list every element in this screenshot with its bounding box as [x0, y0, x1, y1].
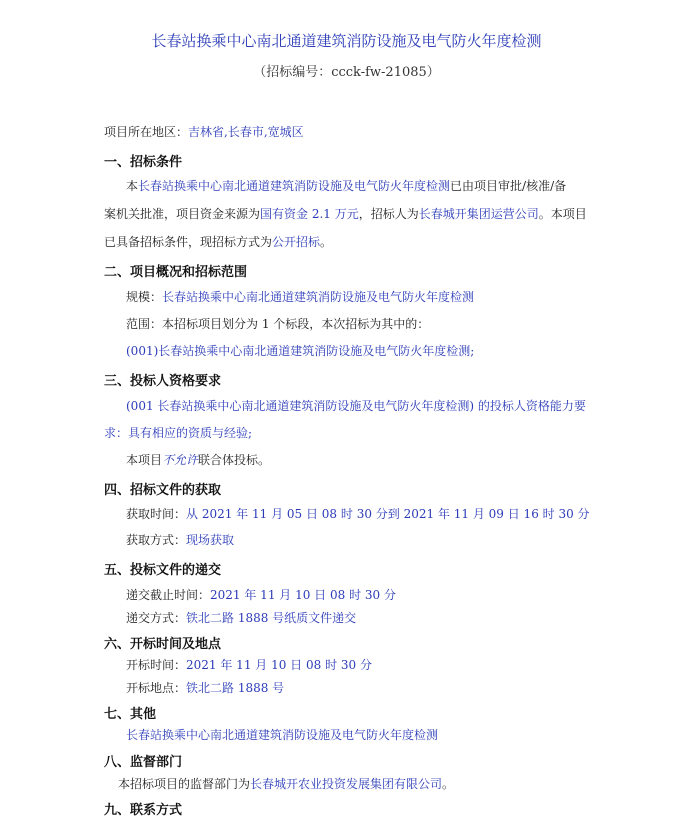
opening-time-label: 开标时间： — [126, 658, 187, 672]
region-value: 吉林省,长春市,宽城区 — [188, 125, 304, 139]
requirement-line-1: (001 长春站换乘中心南北通道建筑消防设施及电气防火年度检测) 的投标人资格能力要 — [126, 399, 586, 413]
opening-place-value: 铁北二路 1888 号 — [186, 681, 285, 695]
submission-method-label: 递交方式： — [126, 611, 187, 625]
range-line: 范围：本招标项目划分为 1 个标段，本次招标为其中的： — [126, 317, 430, 331]
conditions-line-1 — [126, 178, 566, 194]
supervision-text: 本招标项目的监督部门为 — [118, 777, 251, 791]
acquisition-time-value: 从 2021 年 11 月 05 日 08 时 30 分到 2021 年 11 月 09 日 16 时 30 分 — [186, 507, 590, 521]
requirement-line-2: 求：具有相应的资质与经验; — [104, 426, 253, 440]
other-text: 长春站换乘中心南北通道建筑消防设施及电气防火年度检测 — [126, 728, 439, 742]
heading-supervision: 八、监督部门 — [104, 755, 183, 770]
section-line: (001)长春站换乘中心南北通道建筑消防设施及电气防火年度检测; — [126, 344, 475, 358]
heading-tender-conditions: 一、招标条件 — [104, 155, 183, 170]
heading-bidder-qualification: 三、投标人资格要求 — [104, 374, 222, 389]
acquisition-method-value: 现场获取 — [186, 533, 235, 547]
deadline-label: 递交截止时间： — [126, 588, 211, 602]
conditions-text: 已由项目审批/核准/备 — [450, 179, 567, 193]
opening-time-value: 2021 年 11 月 10 日 08 时 30 分 — [186, 658, 372, 672]
conditions-text: 。 — [320, 235, 333, 249]
conditions-line-3 — [104, 234, 332, 250]
heading-contact: 九、联系方式 — [104, 803, 183, 818]
heading-document-acquisition: 四、招标文件的获取 — [104, 483, 222, 498]
submission-deadline-line — [126, 587, 396, 603]
joint-bid-line — [126, 452, 270, 468]
scale-line — [126, 289, 474, 305]
joint-text: 本项目 — [126, 453, 163, 467]
acquisition-time-label: 获取时间： — [126, 507, 187, 521]
heading-bid-submission: 五、投标文件的递交 — [104, 563, 222, 578]
opening-place-line — [126, 680, 284, 696]
scale-label: 规模： — [126, 290, 163, 304]
tender-method: 公开招标 — [272, 235, 321, 249]
opening-time-line — [126, 657, 372, 673]
tender-number: （招标编号：ccck-fw-21085） — [253, 65, 440, 80]
supervision-text: 。 — [442, 777, 455, 791]
submission-method-line — [126, 610, 356, 626]
scale-value: 长春站换乘中心南北通道建筑消防设施及电气防火年度检测 — [162, 290, 475, 304]
conditions-line-2 — [104, 206, 587, 222]
heading-bid-opening: 六、开标时间及地点 — [104, 637, 222, 652]
acquisition-time-line — [126, 506, 590, 522]
funding-source: 国有资金 2.1 万元 — [260, 207, 359, 221]
conditions-text: 。本项目 — [538, 207, 587, 221]
joint-status: 不允许 — [162, 453, 199, 467]
conditions-text: 已具备招标条件，现招标方式为 — [104, 235, 273, 249]
deadline-value: 2021 年 11 月 10 日 08 时 30 分 — [210, 588, 396, 602]
submission-method-value: 铁北二路 1888 号纸质文件递交 — [186, 611, 357, 625]
region-line — [104, 124, 304, 140]
joint-text: 联合体投标。 — [198, 453, 271, 467]
document-title: 长春站换乘中心南北通道建筑消防设施及电气防火年度检测 — [151, 32, 542, 50]
conditions-text: 本 — [126, 179, 139, 193]
acquisition-method-label: 获取方式： — [126, 533, 187, 547]
heading-project-overview: 二、项目概况和招标范围 — [104, 265, 248, 280]
acquisition-method-line — [126, 532, 234, 548]
region-label: 项目所在地区： — [104, 125, 189, 139]
tenderer-name: 长春城开集团运营公司 — [418, 207, 539, 221]
supervisor-name: 长春城开农业投资发展集团有限公司 — [250, 777, 443, 791]
heading-other: 七、其他 — [104, 707, 157, 722]
conditions-text: ，招标人为 — [358, 207, 419, 221]
project-name: 长春站换乘中心南北通道建筑消防设施及电气防火年度检测 — [138, 179, 451, 193]
opening-place-label: 开标地点： — [126, 681, 187, 695]
supervision-line — [118, 776, 454, 792]
conditions-text: 案机关批准，项目资金来源为 — [104, 207, 261, 221]
